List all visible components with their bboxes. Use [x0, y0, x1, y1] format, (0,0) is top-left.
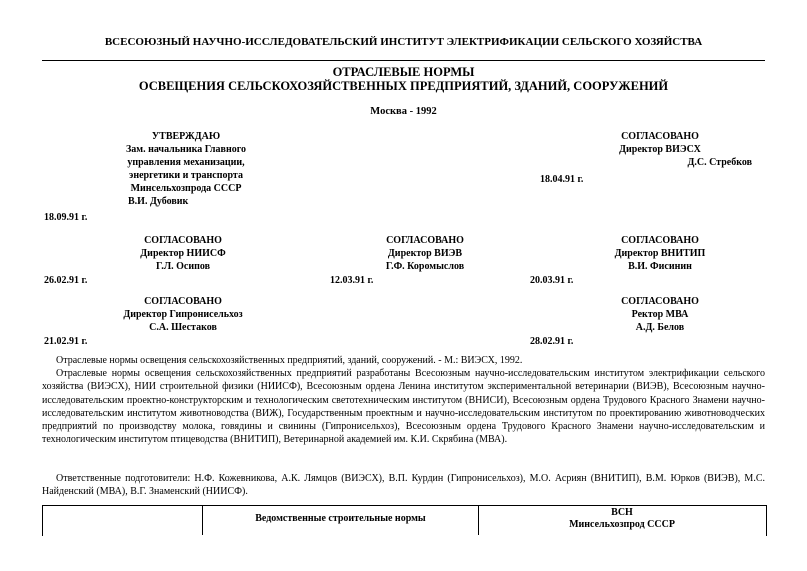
approval-heading: СОГЛАСОВАНО — [386, 235, 464, 246]
approval-position: Директор ВИЭСХ — [619, 144, 701, 155]
approval-position: Директор ВИЭВ — [387, 248, 463, 259]
responsible-paragraph — [42, 472, 765, 499]
approval-name: В.И. Фисинин — [628, 261, 692, 272]
city-year: Москва - 1992 — [370, 106, 437, 117]
approval-position: Директор Гипронисельхоз — [123, 309, 243, 320]
table-cell-standard-type: Ведомственные строительные нормы — [255, 513, 426, 524]
approval-date-approve: 18.09.91 г. — [44, 212, 88, 223]
approval-line: энергетики и транспорта — [129, 170, 243, 181]
approval-date-viev: 12.03.91 г. — [330, 275, 374, 286]
responsible-text: Ответственные подготовители: Н.Ф. Кожевникова, А.К. Лямцов (ВИЭСХ), В.П. Курдин (Гипронисельхоз), М.О. Асриян (ВНИТИП), В.М. Юрков (ВИЭВ), М.С. Найденский (МВА), В.Г. Знаменский (НИИСФ). — [42, 473, 765, 498]
citation-paragraph — [42, 354, 765, 367]
header-rule — [42, 60, 765, 61]
approval-position: Ректор МВА — [631, 309, 689, 320]
approval-block-giproniselhoz — [88, 295, 278, 334]
approval-heading: СОГЛАСОВАНО — [144, 235, 222, 246]
approval-block-viev — [345, 234, 505, 273]
approval-block-approve — [96, 130, 276, 208]
approval-line: Зам. начальника Главного — [125, 144, 246, 155]
approval-name: Д.С. Стребков — [687, 157, 752, 168]
approval-name: Г.Ф. Коромыслов — [385, 261, 465, 272]
approval-heading: СОГЛАСОВАНО — [621, 235, 699, 246]
approval-heading: СОГЛАСОВАНО — [621, 131, 699, 142]
approval-block-niisf — [88, 234, 278, 273]
approval-date-viesh: 18.04.91 г. — [540, 174, 584, 185]
approval-heading: СОГЛАСОВАНО — [621, 296, 699, 307]
institute-name: ВСЕСОЮЗНЫЙ НАУЧНО-ИССЛЕДОВАТЕЛЬСКИЙ ИНСТИТУТ ЭЛЕКТРИФИКАЦИИ СЕЛЬСКОГО ХОЗЯЙСТВА — [104, 36, 703, 48]
approval-name: С.А. Шестаков — [149, 322, 217, 333]
approval-block-mva — [560, 295, 760, 334]
approval-date-niisf: 26.02.91 г. — [44, 275, 88, 286]
developers-text: Отраслевые нормы освещения сельскохозяйственных предприятий разработаны Всесоюзным научно-исследовательским институтом электрификации сельского хозяйства (ВИЭСХ), НИИ строительной физики (НИИСФ), Всесоюзным ордена Ленина институтом экспериментальной ветеринарии (ВИЭВ), Всесоюзным научно-исследовательским проектно-конструкторским и технологическим светотехническим институтом (ВНИСИ), Всесоюзным ордена Трудового Красного Знамени научно-исследовательским институтом животноводства (ВИЖ), Государственным проектным и научно-исследовательским институтом по проектированию животноводческих предприятий по производству молока, говядины и свинины (Гипронисельхоз), Всесоюзным ордена Трудового Красного Знамени научно-исследовательским и технологическим институтом птицеводства (ВНИТИП), Ветеринарной академией им. К.И. Скрябина (МВА). — [42, 368, 765, 446]
approval-block-vnitip — [560, 234, 760, 273]
citation-text: Отраслевые нормы освещения сельскохозяйственных предприятий, зданий, сооружений. - М.: ВИЭСХ, 1992. — [56, 355, 523, 366]
approval-name: Г.Л. Осипов — [155, 261, 211, 272]
table-cell-vsn — [479, 507, 765, 531]
table-vsn-ministry: Минсельхозпрод СССР — [569, 519, 675, 530]
approval-heading: УТВЕРЖДАЮ — [151, 131, 221, 142]
approval-heading: СОГЛАСОВАНО — [144, 296, 222, 307]
approval-block-viesh — [560, 130, 760, 169]
document-title-line1: ОТРАСЛЕВЫЕ НОРМЫ — [332, 65, 475, 79]
developers-paragraph — [42, 367, 765, 447]
approval-position: Директор НИИСФ — [140, 248, 226, 259]
approval-date-mva: 28.02.91 г. — [530, 336, 574, 347]
table-vsn-code: ВСН — [611, 507, 633, 518]
approval-line: управления механизации, — [127, 157, 245, 168]
approval-name: А.Д. Белов — [635, 322, 685, 333]
approval-date-vnitip: 20.03.91 г. — [530, 275, 574, 286]
approval-line: Минсельхозпрода СССР — [130, 183, 242, 194]
approval-name: В.И. Дубовик — [128, 196, 189, 207]
document-title-line2: ОСВЕЩЕНИЯ СЕЛЬСКОХОЗЯЙСТВЕННЫХ ПРЕДПРИЯТИЙ, ЗДАНИЙ, СООРУЖЕНИЙ — [138, 79, 669, 93]
approval-position: Директор ВНИТИП — [614, 248, 706, 259]
approval-date-giproniselhoz: 21.02.91 г. — [44, 336, 88, 347]
